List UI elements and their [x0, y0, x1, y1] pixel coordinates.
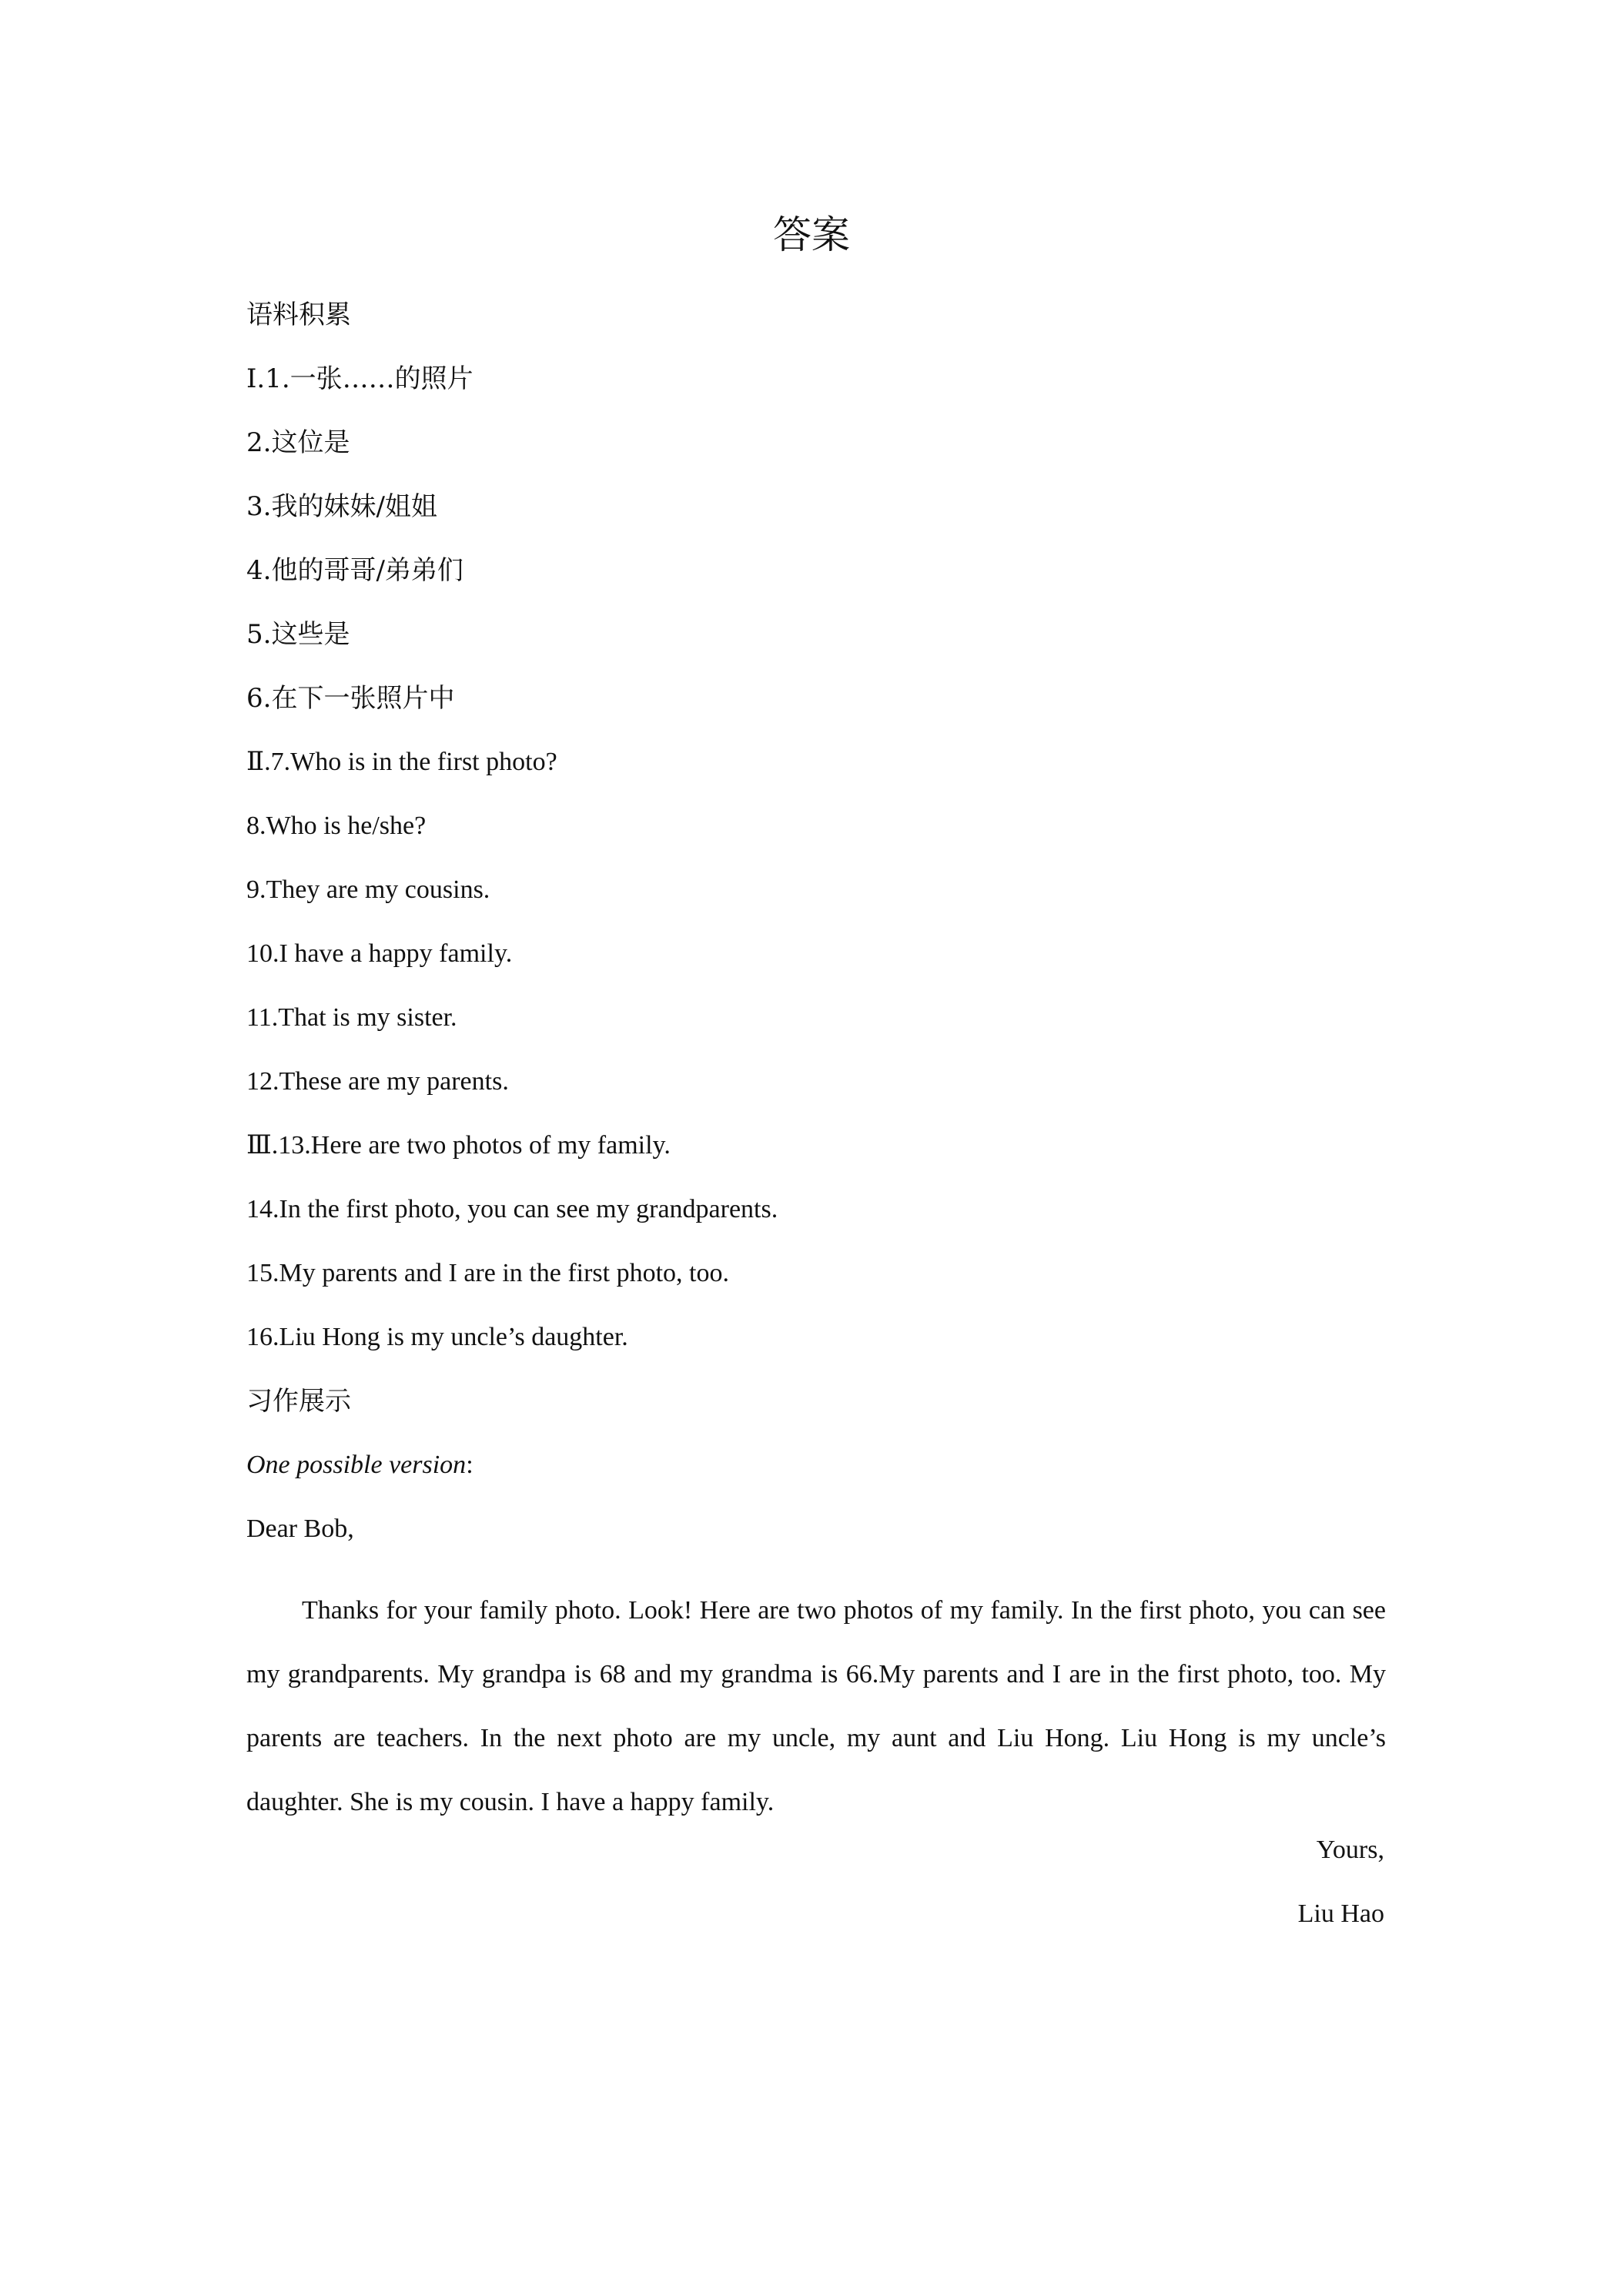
version-label-colon: :	[466, 1451, 474, 1479]
letter-closing: Yours,	[1316, 1836, 1384, 1864]
answer-line: Ⅰ.1.一张……的照片	[246, 363, 474, 394]
answer-line: Ⅱ.7.Who is in the first photo?	[246, 748, 557, 776]
answer-line: 10.I have a happy family.	[246, 939, 513, 968]
answer-line: 5.这些是	[246, 619, 350, 650]
letter-signature: Liu Hao	[1297, 1899, 1384, 1928]
answer-line: 15.My parents and I are in the first photo, too.	[246, 1259, 729, 1287]
answer-line: 11.That is my sister.	[246, 1003, 457, 1032]
answer-line: 2.这位是	[246, 427, 350, 458]
answer-line: 12.These are my parents.	[246, 1067, 509, 1096]
section-heading-vocabulary: 语料积累	[246, 300, 351, 330]
answer-line: 9.They are my cousins.	[246, 875, 490, 904]
answer-line: Ⅲ.13.Here are two photos of my family.	[246, 1131, 671, 1160]
answer-line: 8.Who is he/she?	[246, 812, 427, 840]
section-heading-writing: 习作展示	[246, 1386, 351, 1417]
answer-line: 14.In the first photo, you can see my grandparents.	[246, 1195, 778, 1223]
answer-line: 6.在下一张照片中	[246, 683, 455, 714]
answer-line: 16.Liu Hong is my uncle’s daughter.	[246, 1323, 628, 1351]
version-label-text: One possible version	[246, 1451, 467, 1479]
answer-line: 4.他的哥哥/弟弟们	[246, 555, 463, 586]
answer-line: 3.我的妹妹/姐姐	[246, 491, 437, 522]
page-title: 答案	[773, 213, 850, 257]
letter-greeting: Dear Bob,	[246, 1514, 354, 1543]
version-label	[246, 1447, 474, 1484]
letter-body: Thanks for your family photo. Look! Here are two photos of my family. In the first photo, you can see my grandparents. My grandpa is 68 and my grandma is 66.My parents and I are in the first photo, too. My parents are teachers. In the next photo are my uncle, my aunt and Liu Hong. Liu Hong is my uncle’s daughter. She is my cousin. I have a happy family.	[246, 1596, 1386, 1816]
